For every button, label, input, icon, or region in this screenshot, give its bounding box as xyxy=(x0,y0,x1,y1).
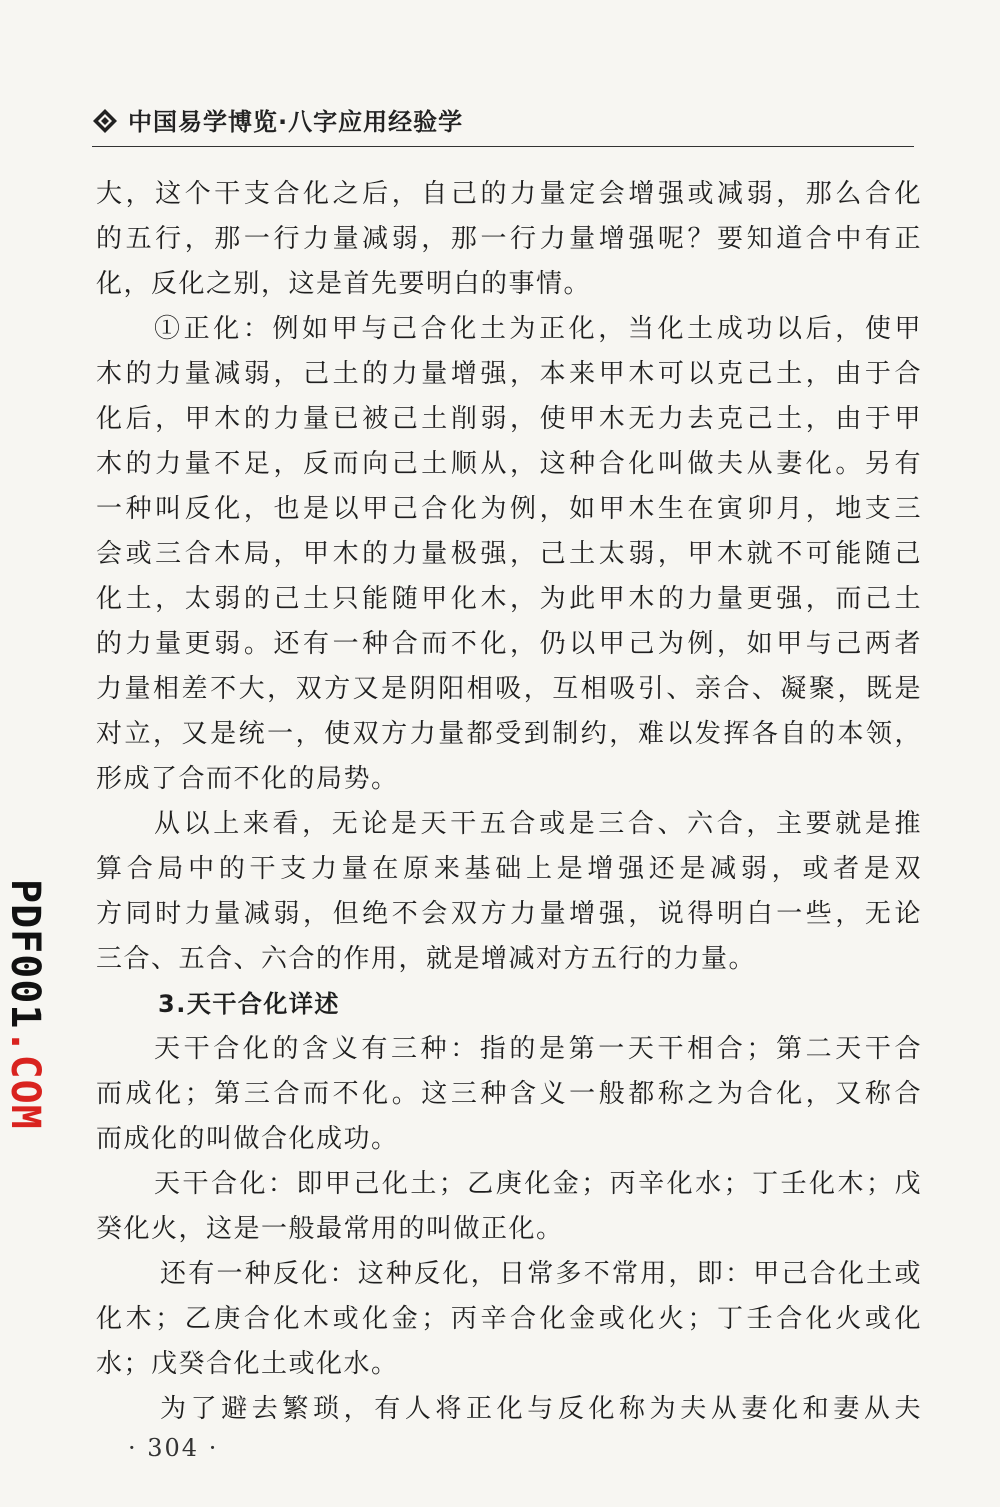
text-line: 为了避去繁琐，有人将正化与反化称为夫从妻化和妻从夫 xyxy=(160,1394,922,1424)
text-line: 一种叫反化，也是以甲己合化为例，如甲木生在寅卯月，地支三 xyxy=(96,494,922,524)
text-line: 的力量更弱。还有一种合而不化，仍以甲己为例，如甲与己两者 xyxy=(96,629,922,659)
page-number: · 304 · xyxy=(128,1434,219,1462)
text-line: 对立，又是统一，使双方力量都受到制约，难以发挥各自的本领， xyxy=(96,719,922,749)
text-line: 从以上来看，无论是天干五合或是三合、六合，主要就是推 xyxy=(154,809,922,839)
text-line: 会或三合木局，甲木的力量极强，己土太弱，甲木就不可能随己 xyxy=(96,539,922,569)
watermark-suffix: .COM xyxy=(2,1029,48,1130)
text-line: 力量相差不大，双方又是阴阳相吸，互相吸引、亲合、凝聚，既是 xyxy=(96,674,922,704)
text-line: 天干合化的含义有三种：指的是第一天干相合；第二天干合 xyxy=(154,1034,922,1064)
text-line: 水；戊癸合化土或化水。 xyxy=(96,1349,399,1379)
text-line: 还有一种反化：这种反化，日常多不常用，即：甲己合化土或 xyxy=(160,1259,922,1289)
diamond-bullet-icon xyxy=(92,108,118,134)
text-line: 化土，太弱的己土只能随甲化木，为此甲木的力量更强，而己土 xyxy=(96,584,922,614)
text-line: 而成化的叫做合化成功。 xyxy=(96,1124,399,1154)
text-line: ①正化：例如甲与己合化土为正化，当化土成功以后，使甲 xyxy=(154,314,922,344)
text-line: 三合、五合、六合的作用，就是增减对方五行的力量。 xyxy=(96,944,757,974)
text-line: 算合局中的干支力量在原来基础上是增强还是减弱，或者是双 xyxy=(96,854,922,884)
text-line: 癸化火，这是一般最常用的叫做正化。 xyxy=(96,1214,564,1244)
text-line: 化木；乙庚合化木或化金；丙辛合化金或化火；丁壬合化火或化 xyxy=(96,1304,922,1334)
main-text xyxy=(96,172,922,1432)
header-divider xyxy=(92,146,914,147)
text-line: 化，反化之别，这是首先要明白的事情。 xyxy=(96,269,592,299)
text-line: 大，这个干支合化之后，自己的力量定会增强或减弱，那么合化 xyxy=(96,179,922,209)
running-header xyxy=(92,100,914,140)
watermark-main: PDF001 xyxy=(2,879,48,1030)
text-line: 木的力量减弱，己土的力量增强，本来甲木可以克己土，由于合 xyxy=(96,359,922,389)
book-title: 中国易学博览·八字应用经验学 xyxy=(128,108,464,136)
text-line: 的五行，那一行力量减弱，那一行力量增强呢？要知道合中有正 xyxy=(96,224,922,254)
section-heading: 3.天干合化详述 xyxy=(158,990,340,1018)
text-line: 而成化；第三合而不化。这三种含义一般都称之为合化，又称合 xyxy=(96,1079,922,1109)
watermark xyxy=(1,879,49,1130)
text-line: 天干合化：即甲己化土；乙庚化金；丙辛化水；丁壬化木；戊 xyxy=(154,1169,922,1199)
text-line: 方同时力量减弱，但绝不会双方力量增强，说得明白一些，无论 xyxy=(96,899,922,929)
text-line: 化后，甲木的力量已被己土削弱，使甲木无力去克己土，由于甲 xyxy=(96,404,922,434)
text-line: 木的力量不足，反而向己土顺从，这种合化叫做夫从妻化。另有 xyxy=(96,449,922,479)
text-line: 形成了合而不化的局势。 xyxy=(96,764,399,794)
